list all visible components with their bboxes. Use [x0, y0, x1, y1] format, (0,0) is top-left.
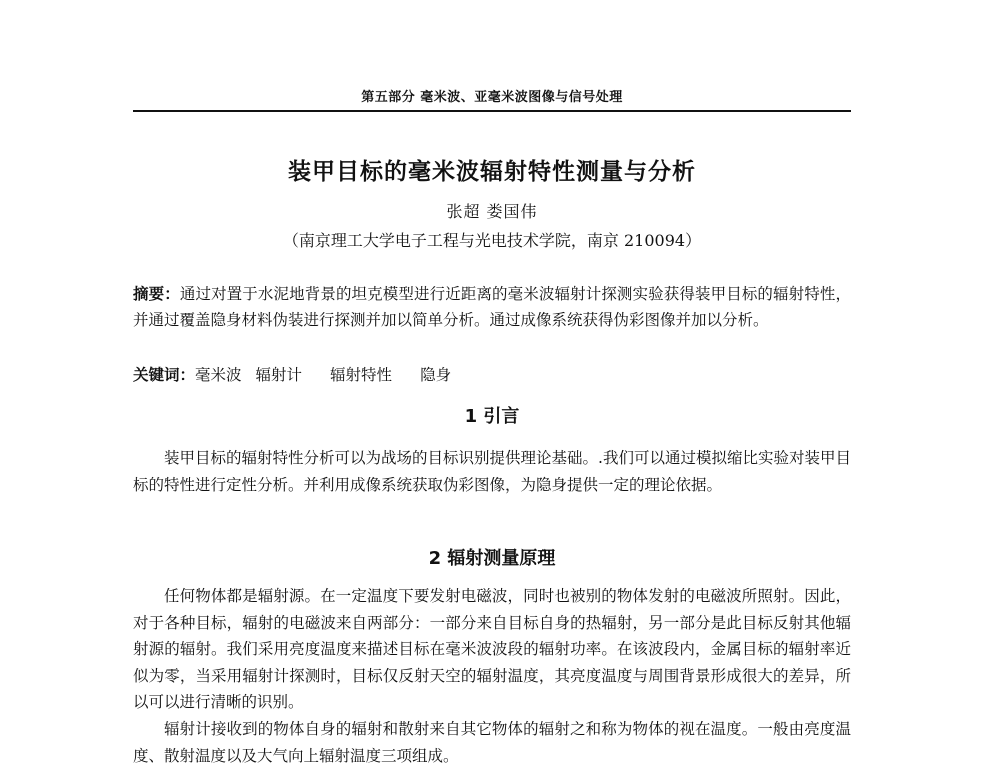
- running-head: 第五部分 毫米波、亚毫米波图像与信号处理: [361, 90, 623, 105]
- section-heading-introduction: 1 引言: [464, 406, 520, 427]
- keyword: 辐射特性: [330, 366, 393, 384]
- keyword: 毫米波: [195, 366, 242, 384]
- affiliation: （南京理工大学电子工程与光电技术学院，南京 210094）: [282, 231, 702, 250]
- abstract-text: 通过对置于水泥地背景的坦克模型进行近距离的毫米波辐射计探测实验获得装甲目标的辐射特性，并通过覆盖隐身材料伪装进行探测并加以简单分析。通过成像系统获得伪彩图像并加以分析。: [133, 285, 851, 329]
- keywords-label: 关键词：: [133, 366, 196, 384]
- keyword: 辐射计: [255, 366, 303, 384]
- paragraph: 辐射计接收到的物体自身的辐射和散射来自其它物体的辐射之和称为物体的视在温度。一般由亮度温度、散射温度以及大气向上辐射温度三项组成。: [133, 720, 851, 765]
- header-rule: [133, 110, 851, 112]
- keywords: [133, 363, 851, 385]
- paper-title: 装甲目标的毫米波辐射特性测量与分析: [288, 159, 696, 185]
- paragraph: 装甲目标的辐射特性分析可以为战场的目标识别提供理论基础。.我们可以通过模拟缩比实验对装甲目标的特性进行定性分析。并利用成像系统获取伪彩图像，为隐身提供一定的理论依据。: [133, 449, 851, 494]
- abstract-label: 摘要：: [133, 285, 180, 303]
- authors: 张超 娄国伟: [446, 202, 538, 221]
- paragraph: 任何物体都是辐射源。在一定温度下要发射电磁波，同时也被别的物体发射的电磁波所照射。因此，对于各种目标，辐射的电磁波来自两部分：一部分来自目标自身的热辐射，另一部分是此目标反射其他辐射源的辐射。我们采用亮度温度来描述目标在毫米波波段的辐射功率。在该波段内，金属目标的辐射率近似为零，当采用辐射计探测时，目标仅反射天空的辐射温度，其亮度温度与周围背景形成很大的差异，所以可以进行清晰的识别。: [133, 587, 851, 711]
- section-heading-principle: 2 辐射测量原理: [428, 548, 556, 569]
- abstract: [133, 281, 851, 333]
- keyword: 隐身: [420, 366, 452, 384]
